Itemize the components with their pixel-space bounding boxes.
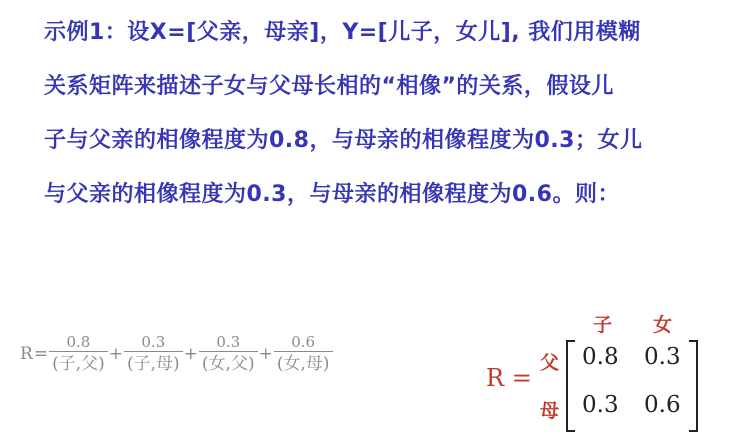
formula-equals: = — [33, 344, 49, 364]
formula-term — [274, 333, 333, 375]
matrix-cell: 0.6 — [644, 392, 681, 418]
matrix-cell: 0.3 — [582, 392, 619, 418]
paragraph-line: 与父亲的相像程度为0.3，与母亲的相像程度为0.6。则： — [44, 182, 620, 207]
matrix-col-label: 子 — [593, 314, 613, 336]
matrix-left-bracket — [566, 340, 575, 432]
matrix-cell: 0.3 — [644, 344, 681, 370]
term-pair: (女,父) — [199, 351, 258, 375]
term-pair: (子,母) — [124, 351, 183, 375]
term-pair: (女,母) — [274, 351, 333, 375]
paragraph-line: 子与父亲的相像程度为0.8，与母亲的相像程度为0.3；女儿 — [44, 128, 643, 153]
formula-plus: + — [258, 344, 273, 364]
paragraph-line: 关系矩阵来描述子女与父母长相的“相像”的关系，假设儿 — [44, 74, 614, 99]
formula-term — [124, 333, 183, 375]
example-paragraph — [44, 10, 734, 226]
matrix-label: R = — [486, 364, 532, 392]
term-value: 0.8 — [66, 333, 91, 351]
relation-matrix — [486, 306, 736, 436]
formula-term — [49, 333, 108, 375]
term-value: 0.3 — [216, 333, 241, 351]
fuzzy-relation-formula — [20, 333, 333, 375]
formula-plus: + — [183, 344, 198, 364]
term-pair: (子,父) — [49, 351, 108, 375]
paragraph-line: 示例1：设X=[父亲，母亲]，Y=[儿子，女儿], 我们用模糊 — [44, 20, 641, 45]
matrix-right-bracket — [689, 340, 698, 432]
matrix-row-label: 父 — [540, 352, 560, 374]
formula-term — [199, 333, 258, 375]
formula-lhs: R — [20, 344, 33, 364]
formula-plus: + — [108, 344, 123, 364]
term-value: 0.6 — [291, 333, 316, 351]
matrix-row-label: 母 — [540, 400, 560, 422]
matrix-col-label: 女 — [653, 314, 673, 336]
matrix-cell: 0.8 — [582, 344, 619, 370]
term-value: 0.3 — [141, 333, 166, 351]
